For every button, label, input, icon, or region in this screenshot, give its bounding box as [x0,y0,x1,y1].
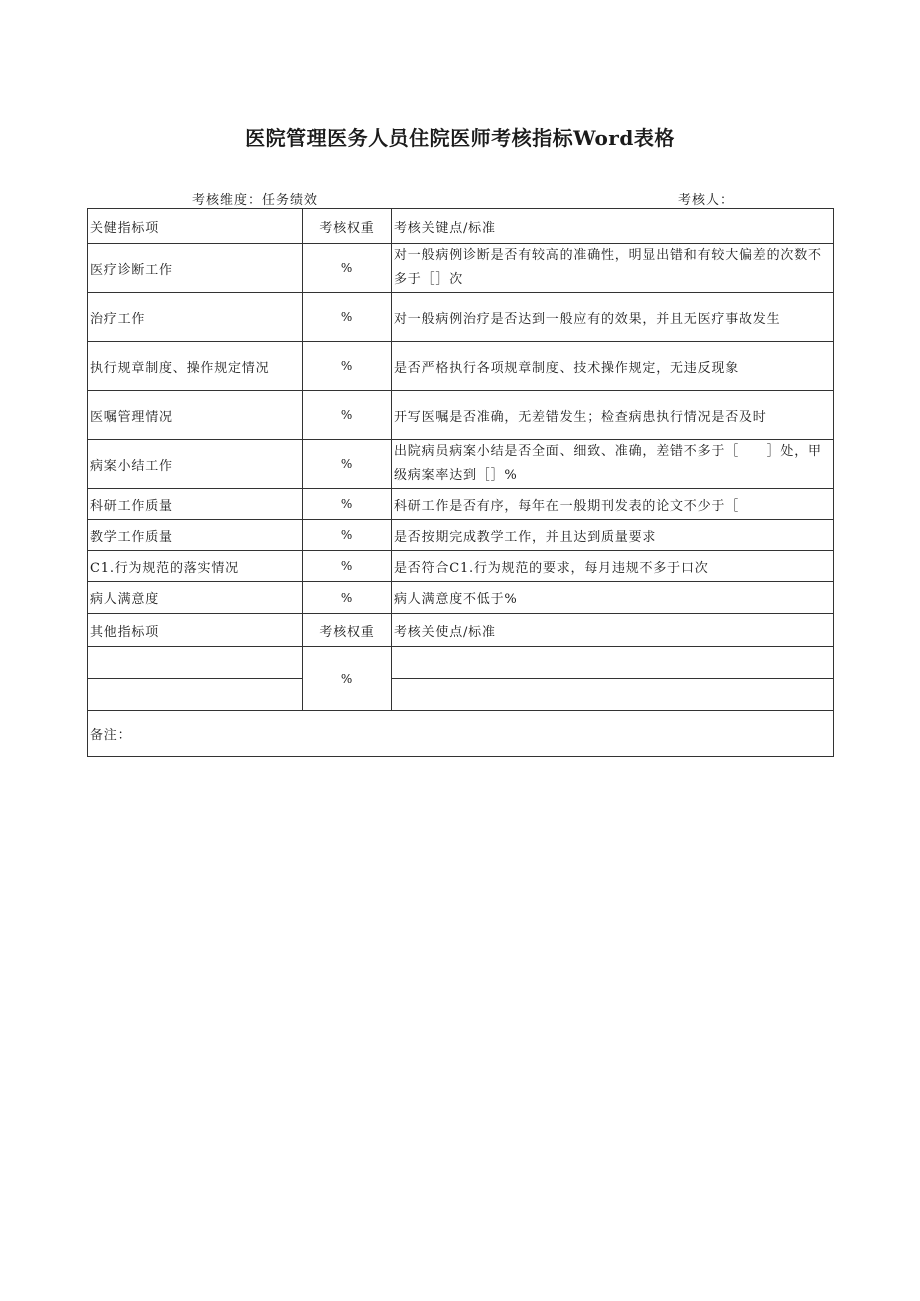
standard-cell: 是否按期完成教学工作，并且达到质量要求 [392,520,834,551]
table-row [88,342,834,391]
weight-cell: % [303,293,392,342]
standard-cell: 对一般病例治疗是否达到一般应有的效果，并且无医疗事故发生 [392,293,834,342]
weight-cell: % [303,520,392,551]
other-indicator-blank[interactable] [88,647,303,679]
other-standard-blank[interactable] [392,679,834,711]
assessment-table [87,208,834,757]
other-weight-cell: % [303,647,392,711]
table-row [88,489,834,520]
standard-cell: 对一般病例诊断是否有较高的准确性，明显出错和有较大偏差的次数不多于［］次 [392,244,834,293]
standard-cell: 是否严格执行各项规章制度、技术操作规定，无违反现象 [392,342,834,391]
indicator-cell: 教学工作质量 [88,520,303,551]
weight-cell: % [303,489,392,520]
indicator-cell: 治疗工作 [88,293,303,342]
remarks-cell[interactable]: 备注： [88,711,834,757]
weight-cell: % [303,342,392,391]
weight-cell: % [303,244,392,293]
assessment-dimension-label: 考核维度：任务绩效 [192,193,319,208]
weight-cell: % [303,582,392,614]
key-standard-header: 考核关键点/标准 [392,209,834,244]
key-weight-header: 考核权重 [303,209,392,244]
indicator-cell: C1.行为规范的落实情况 [88,551,303,582]
other-weight-header: 考核权重 [303,614,392,647]
table-row [88,551,834,582]
other-row-2 [88,679,834,711]
table-row [88,244,834,293]
indicator-cell: 病案小结工作 [88,440,303,489]
indicator-cell: 执行规章制度、操作规定情况 [88,342,303,391]
remarks-row [88,711,834,757]
weight-cell: % [303,551,392,582]
key-indicator-header: 关健指标项 [88,209,303,244]
assessor-label: 考核人： [678,193,735,208]
standard-cell: 科研工作是否有序，每年在一般期刊发表的论文不少于［ [392,489,834,520]
other-standard-header: 考核关使点/标准 [392,614,834,647]
table-row [88,520,834,551]
indicator-cell: 科研工作质量 [88,489,303,520]
standard-cell: 是否符合C1.行为规范的要求，每月违规不多于口次 [392,551,834,582]
other-standard-blank[interactable] [392,647,834,679]
other-header-row [88,614,834,647]
document-title: 医院管理医务人员住院医师考核指标Word表格 [245,126,675,150]
indicator-cell: 医嘱管理情况 [88,391,303,440]
standard-cell: 出院病员病案小结是否全面、细致、准确，差错不多于［ ］处，甲级病案率达到［］% [392,440,834,489]
table-row [88,440,834,489]
key-header-row [88,209,834,244]
indicator-cell: 病人满意度 [88,582,303,614]
table-row [88,582,834,614]
table-row [88,293,834,342]
indicator-cell: 医疗诊断工作 [88,244,303,293]
standard-cell: 病人满意度不低于% [392,582,834,614]
other-row-1 [88,647,834,679]
other-indicator-blank[interactable] [88,679,303,711]
other-indicator-header: 其他指标项 [88,614,303,647]
weight-cell: % [303,391,392,440]
standard-cell: 开写医嘱是否准确，无差错发生；检查病患执行情况是否及时 [392,391,834,440]
table-row [88,391,834,440]
weight-cell: % [303,440,392,489]
